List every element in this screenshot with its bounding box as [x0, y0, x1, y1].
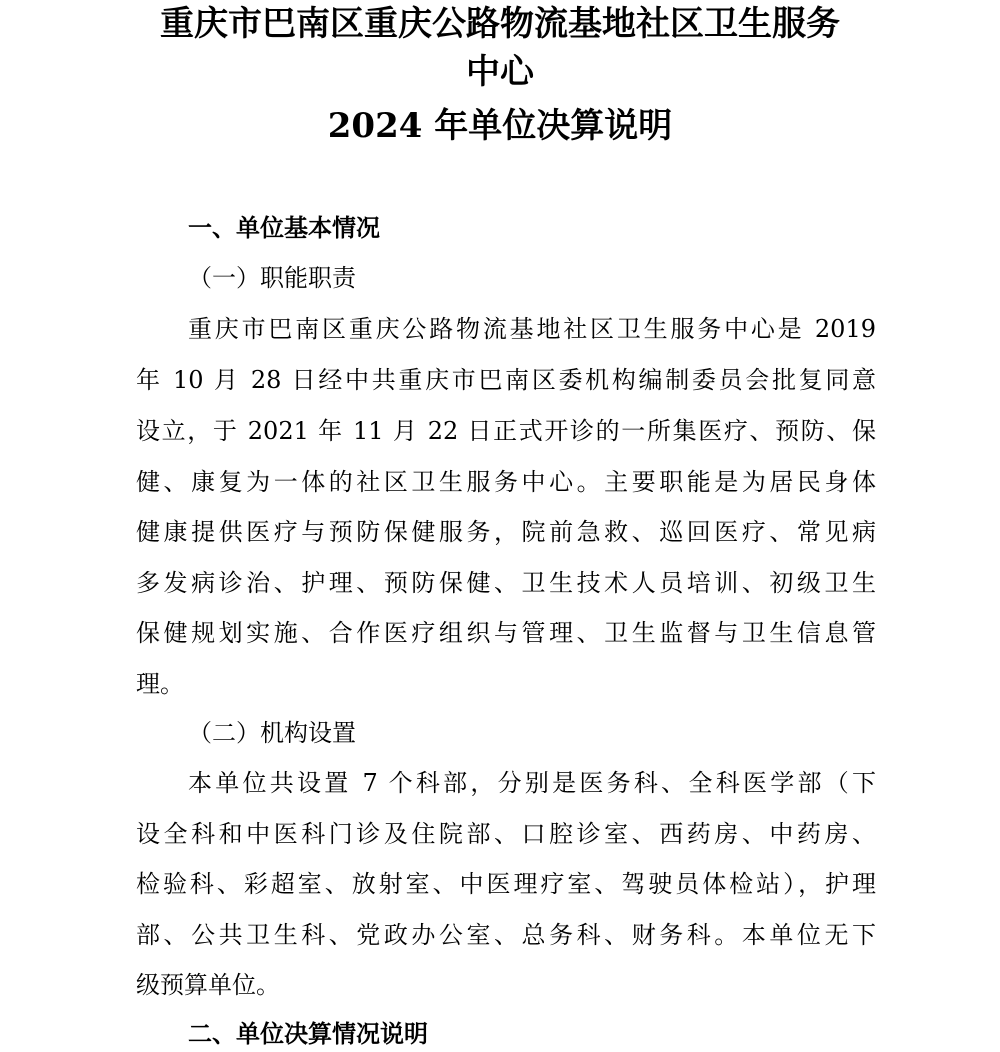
document-title-line-2: 中心 [466, 52, 534, 92]
document-title-line-3: 2024 年单位决算说明 [327, 106, 673, 146]
paragraph-line: 检验科、彩超室、放射室、中医理疗室、驾驶员体检站），护理 [136, 870, 876, 898]
paragraph-line: 多发病诊治、护理、预防保健、卫生技术人员培训、初级卫生 [136, 569, 876, 597]
document-title-line-1: 重庆市巴南区重庆公路物流基地社区卫生服务 [160, 4, 840, 44]
section-heading-basic-info: 一、单位基本情况 [188, 213, 380, 242]
paragraph-line: 理。 [136, 670, 184, 698]
paragraph-line: 本单位共设置 7 个科部，分别是医务科、全科医学部（下 [188, 769, 876, 797]
paragraph-line: 健康提供医疗与预防保健服务，院前急救、巡回医疗、常见病 [136, 518, 876, 546]
paragraph-line: 设立，于 2021 年 11 月 22 日正式开诊的一所集医疗、预防、保 [136, 417, 876, 445]
paragraph-line: 健、康复为一体的社区卫生服务中心。主要职能是为居民身体 [136, 468, 876, 496]
subsection-heading-functions: （一）职能职责 [188, 264, 356, 292]
paragraph-line: 重庆市巴南区重庆公路物流基地社区卫生服务中心是 2019 [188, 315, 876, 343]
paragraph-line: 保健规划实施、合作医疗组织与管理、卫生监督与卫生信息管 [136, 619, 876, 647]
paragraph-line: 级预算单位。 [136, 971, 280, 999]
section-heading-final-accounts: 二、单位决算情况说明 [188, 1019, 428, 1048]
subsection-heading-organization: （二）机构设置 [188, 719, 356, 747]
paragraph-line: 部、公共卫生科、党政办公室、总务科、财务科。本单位无下 [136, 921, 876, 949]
paragraph-line: 年 10 月 28 日经中共重庆市巴南区委机构编制委员会批复同意 [136, 366, 876, 394]
paragraph-line: 设全科和中医科门诊及住院部、口腔诊室、西药房、中药房、 [136, 820, 876, 848]
